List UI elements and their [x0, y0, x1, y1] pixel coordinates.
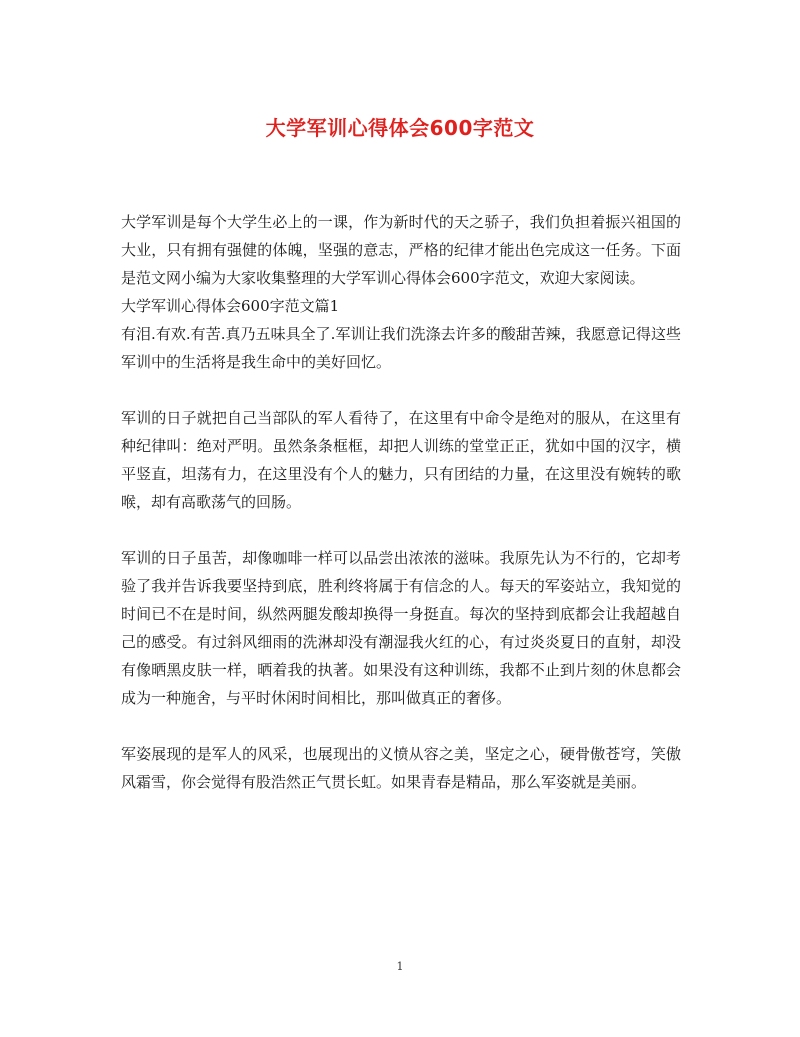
body-paragraph: 军训的日子就把自己当部队的军人看待了，在这里有中命令是绝对的服从，在这里有种纪律叫：绝对严明。虽然条条框框，却把人训练的堂堂正正，犹如中国的汉字，横平竖直，坦荡有力，在这里没有个人的魅力，只有团结的力量，在这里没有婉转的歌喉，却有高歌荡气的回肠。 [121, 409, 681, 511]
body-paragraph: 有泪.有欢.有苦.真乃五味具全了.军训让我们洗涤去许多的酸甜苦辣，我愿意记得这些军训中的生活将是我生命中的美好回忆。 [121, 325, 681, 371]
section-heading: 大学军训心得体会600字范文篇1 [121, 297, 340, 315]
body-paragraph: 军训的日子虽苦，却像咖啡一样可以品尝出浓浓的滋味。我原先认为不行的，它却考验了我并告诉我要坚持到底，胜利终将属于有信念的人。每天的军姿站立，我知觉的时间已不在是时间，纵然两腿发酸却换得一身挺直。每次的坚持到底都会让我超越自己的感受。有过斜风细雨的洗淋却没有潮湿我火红的心，有过炎炎夏日的直射，却没有像晒黑皮肤一样，晒着我的执著。如果没有这种训练，我都不止到片刻的休息都会成为一种施舍，与平时休闲时间相比，那叫做真正的奢侈。 [121, 549, 681, 707]
body-paragraph: 军姿展现的是军人的风采，也展现出的义愤从容之美，坚定之心，硬骨傲苍穹，笑傲风霜雪，你会觉得有股浩然正气贯长虹。如果青春是精品，那么军姿就是美丽。 [121, 745, 681, 791]
intro-paragraph: 大学军训是每个大学生必上的一课，作为新时代的天之骄子，我们负担着振兴祖国的大业，只有拥有强健的体魄，坚强的意志，严格的纪律才能出色完成这一任务。下面是范文网小编为大家收集整理的大学军训心得体会600字范文，欢迎大家阅读。 [121, 213, 681, 287]
paragraph-spacer [121, 712, 681, 740]
paragraph-spacer [121, 516, 681, 544]
document-body [121, 208, 681, 796]
page-number: 1 [396, 960, 404, 973]
paragraph-spacer [121, 376, 681, 404]
document-title: 大学军训心得体会600字范文 [265, 116, 535, 140]
